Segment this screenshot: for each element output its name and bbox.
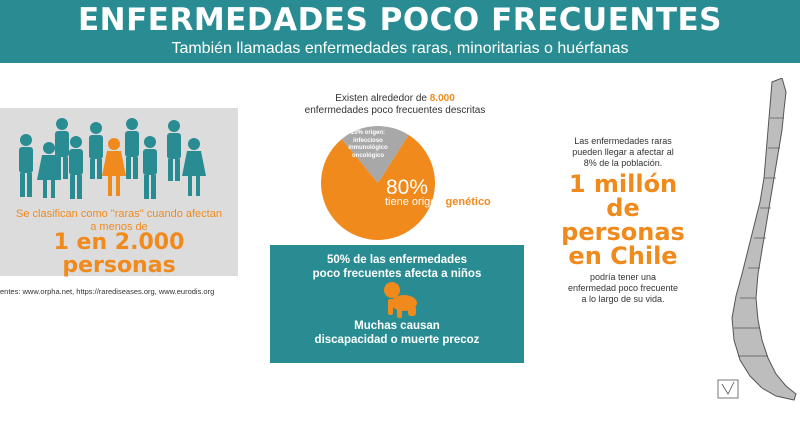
- chile-text2-line1: podría tener una: [589, 272, 657, 282]
- chile-text2-line3: a lo largo de su vida.: [581, 294, 665, 304]
- chile-big-line2: de: [606, 194, 640, 222]
- pie-label-genetic: [385, 196, 491, 208]
- children-line2: poco frecuentes afecta a niños: [312, 268, 482, 280]
- children-line4: discapacidad o muerte precoz: [314, 334, 480, 346]
- crawling-baby-icon: [380, 281, 420, 321]
- chile-text2-line2: enfermedad poco frecuente: [567, 283, 679, 293]
- chile-text1-line2: pueden llegar a afectar al: [572, 147, 674, 157]
- pie-small-line4: oncológico: [352, 152, 384, 159]
- pie-label-genetic-text: tiene origen: [385, 196, 446, 208]
- people-group-icon: [14, 114, 224, 204]
- rarity-big-line1: 1 en 2.000: [53, 230, 185, 255]
- chile-intro-text: [558, 136, 688, 169]
- pie-title-prefix: Existen alrededor de: [335, 93, 430, 104]
- pie-label-genetic-accent: genético: [445, 196, 491, 208]
- children-line1: 50% de las enfermedades: [327, 254, 467, 266]
- page-subtitle: También llamadas enfermedades raras, minoritarias o huérfanas: [171, 40, 629, 57]
- chile-text1-line1: Las enfermedades raras: [574, 136, 672, 146]
- page-title: ENFERMEDADES POCO FRECUENTES: [77, 2, 722, 38]
- chile-big-line3: personas: [561, 218, 685, 246]
- pie-label-percent: 80%: [385, 176, 429, 199]
- header-banner: [0, 0, 800, 63]
- pie-small-line3: inmunológico: [348, 145, 388, 151]
- chile-map-icon: [716, 78, 800, 408]
- rarity-text-line2: a menos de: [90, 221, 148, 233]
- rarity-panel: [0, 108, 238, 276]
- children-heading: [270, 253, 524, 281]
- chile-big-line1: 1 millón: [568, 170, 678, 198]
- children-panel: [270, 245, 524, 363]
- children-footer: [270, 319, 524, 347]
- rarity-figure: [0, 231, 238, 277]
- pie-small-line1: 20% origen:: [350, 130, 385, 136]
- pie-title-number: 8.000: [429, 93, 455, 104]
- chile-big-line4: en Chile: [568, 242, 678, 270]
- pie-title: [270, 93, 520, 117]
- pie-label-other: [339, 130, 397, 160]
- chile-outro-text: [558, 272, 688, 305]
- chile-figure: [548, 172, 698, 268]
- sources-text: entes: www.orpha.net, https://rarediseases.org, www.eurodis.org: [0, 287, 215, 296]
- children-line3: Muchas causan: [354, 320, 440, 332]
- pie-title-line2: enfermedades poco frecuentes descritas: [304, 105, 486, 116]
- rarity-text-line1: Se clasifican como "raras" cuando afectan: [16, 208, 222, 220]
- pie-small-line2: infeccioso: [353, 137, 383, 144]
- rarity-big-line2: personas: [62, 253, 176, 278]
- chile-text1-line3: 8% de la población.: [583, 158, 663, 168]
